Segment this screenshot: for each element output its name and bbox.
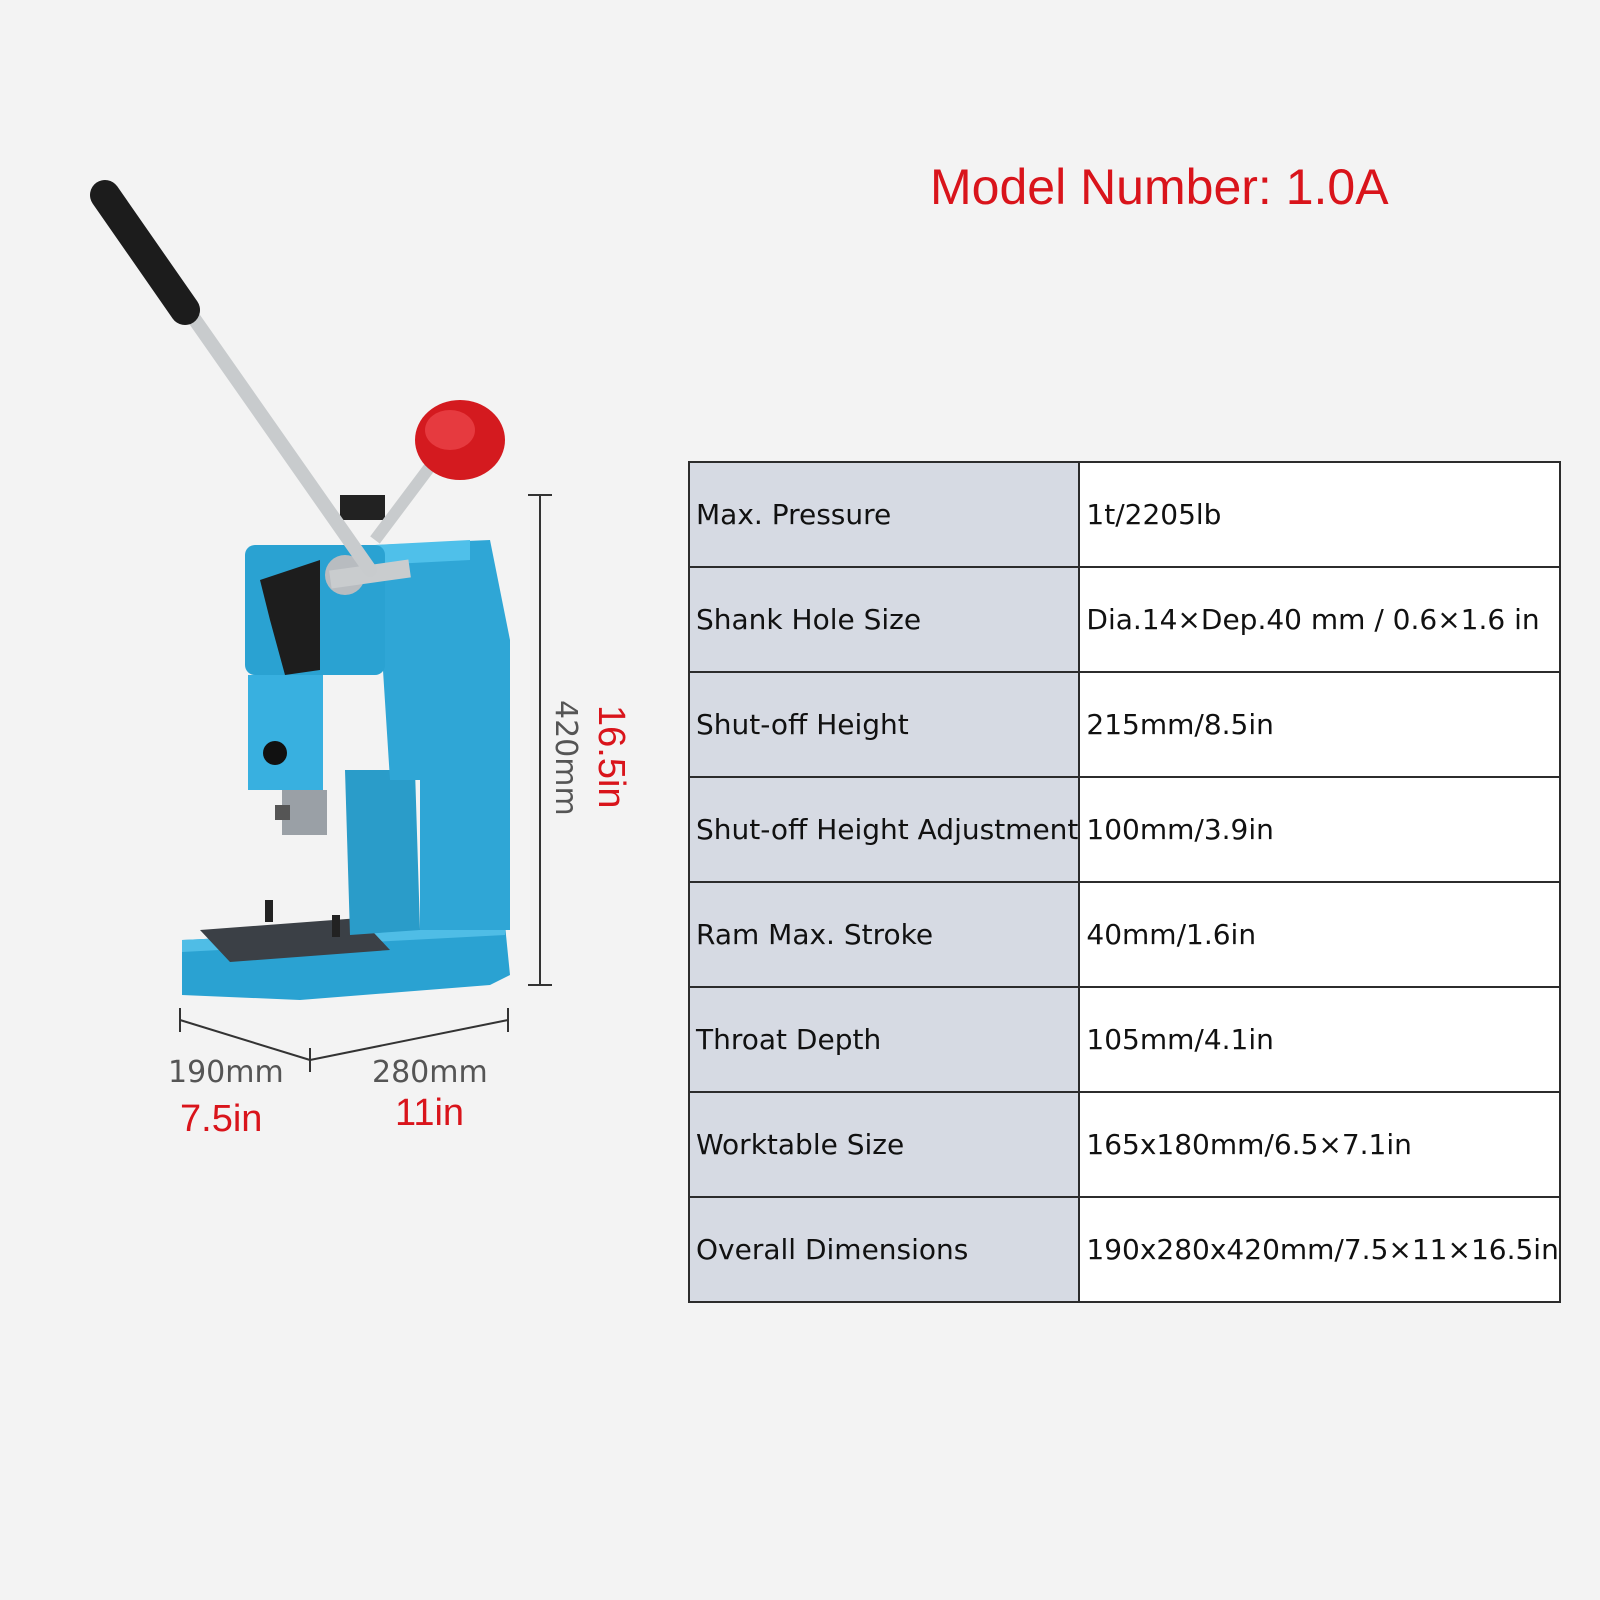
table-row [689, 777, 1560, 882]
table-row [689, 1197, 1560, 1302]
depth-dimension-line [180, 1020, 310, 1060]
height-in-label: 16.5in [590, 705, 632, 809]
width-mm-label: 280mm [372, 1055, 488, 1090]
spec-label: Shut-off Height Adjustment [689, 777, 1079, 882]
table-row [689, 462, 1560, 567]
table-row [689, 672, 1560, 777]
spec-label: Shut-off Height [689, 672, 1079, 777]
table-row [689, 1092, 1560, 1197]
model-number-title: Model Number: 1.0A [930, 159, 1389, 215]
spec-value: 215mm/8.5in [1079, 672, 1559, 777]
spec-label: Ram Max. Stroke [689, 882, 1079, 987]
spec-label: Worktable Size [689, 1092, 1079, 1197]
spec-table [688, 461, 1561, 1303]
spec-label: Shank Hole Size [689, 567, 1079, 672]
table-row [689, 987, 1560, 1092]
depth-in-label: 7.5in [180, 1098, 263, 1140]
width-in-label: 11in [395, 1092, 465, 1134]
spec-value: Dia.14×Dep.40 mm / 0.6×1.6 in [1079, 567, 1559, 672]
hand-press-illustration [0, 0, 700, 1150]
lever-handle-grip [105, 195, 185, 310]
spec-value: 100mm/3.9in [1079, 777, 1559, 882]
lock-screw-icon [263, 741, 287, 765]
press-column [345, 770, 420, 935]
ram-housing [248, 675, 323, 790]
depth-mm-label: 190mm [168, 1055, 284, 1090]
table-row [689, 567, 1560, 672]
table-row [689, 882, 1560, 987]
spec-value: 105mm/4.1in [1079, 987, 1559, 1092]
spec-label: Throat Depth [689, 987, 1079, 1092]
adjust-knob [340, 495, 385, 520]
spec-label: Overall Dimensions [689, 1197, 1079, 1302]
width-dimension-line [310, 1020, 508, 1060]
spec-value: 190x280x420mm/7.5×11×16.5in [1079, 1197, 1559, 1302]
spec-value: 1t/2205lb [1079, 462, 1559, 567]
height-mm-label: 420mm [548, 700, 583, 816]
spec-value: 165x180mm/6.5×7.1in [1079, 1092, 1559, 1197]
spec-label: Max. Pressure [689, 462, 1079, 567]
spec-value: 40mm/1.6in [1079, 882, 1559, 987]
